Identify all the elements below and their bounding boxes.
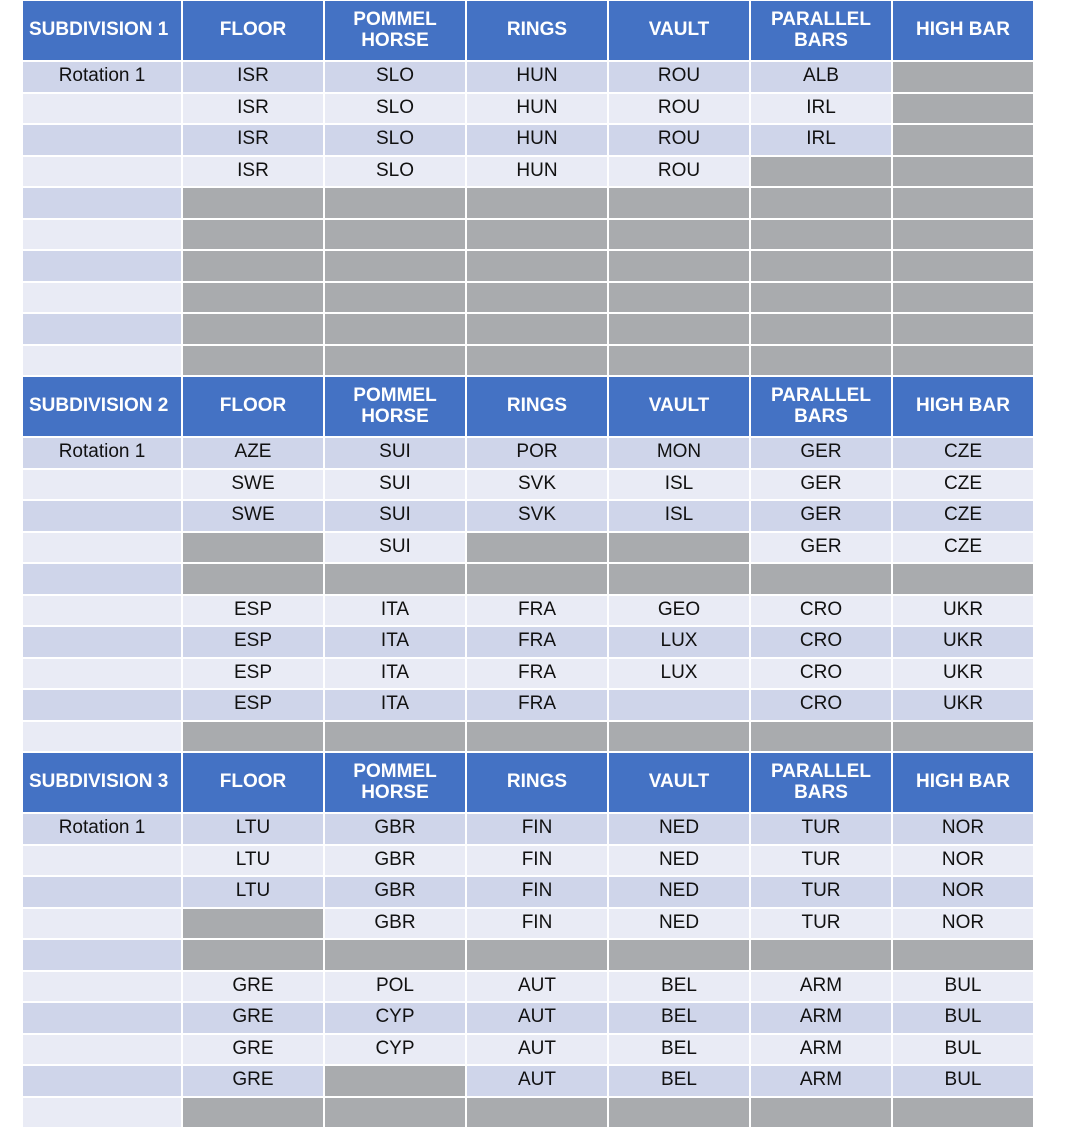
apparatus-header-label: HIGH BAR (916, 771, 1010, 793)
empty-cell (182, 939, 324, 971)
team-cell: ITA (324, 626, 466, 658)
team-cell: TUR (750, 813, 892, 845)
team-cell: ESP (182, 626, 324, 658)
team-cell: POR (466, 437, 608, 469)
team-cell: GER (750, 532, 892, 564)
table-row (22, 187, 1034, 219)
apparatus-header-label: RINGS (506, 395, 568, 417)
table-row (22, 156, 1034, 188)
empty-cell (466, 1097, 608, 1129)
team-cell: NED (608, 813, 750, 845)
empty-cell (750, 1097, 892, 1129)
empty-cell (892, 282, 1034, 314)
empty-cell (608, 219, 750, 251)
table-row (22, 939, 1034, 971)
team-cell: GER (750, 437, 892, 469)
team-cell: SLO (324, 124, 466, 156)
team-cell: AUT (466, 1002, 608, 1034)
team-cell: BEL (608, 1002, 750, 1034)
team-cell: SLO (324, 61, 466, 93)
empty-cell (750, 721, 892, 753)
empty-cell (182, 721, 324, 753)
team-cell: FRA (466, 626, 608, 658)
empty-cell (182, 563, 324, 595)
subdivision-section (22, 0, 1034, 376)
apparatus-header-label: FLOOR (219, 19, 287, 41)
team-cell: ISR (182, 93, 324, 125)
team-cell: SVK (466, 500, 608, 532)
table-row (22, 345, 1034, 377)
rotation-label (22, 1065, 182, 1097)
team-cell: FIN (466, 813, 608, 845)
empty-cell (466, 282, 608, 314)
rotation-label (22, 532, 182, 564)
team-cell: CZE (892, 437, 1034, 469)
team-cell: ESP (182, 658, 324, 690)
table-row (22, 61, 1034, 93)
team-cell: UKR (892, 595, 1034, 627)
empty-cell (608, 313, 750, 345)
rotation-label (22, 93, 182, 125)
empty-cell (750, 282, 892, 314)
table-row (22, 219, 1034, 251)
apparatus-header (892, 752, 1034, 813)
apparatus-header (608, 376, 750, 437)
empty-cell (892, 93, 1034, 125)
team-cell: ARM (750, 971, 892, 1003)
empty-cell (750, 219, 892, 251)
apparatus-header-label: HIGH BAR (916, 19, 1010, 41)
team-cell: LUX (608, 658, 750, 690)
empty-cell (892, 250, 1034, 282)
team-cell: SWE (182, 500, 324, 532)
team-cell: BUL (892, 1034, 1034, 1066)
team-cell: LTU (182, 813, 324, 845)
team-cell: ITA (324, 658, 466, 690)
team-cell: NOR (892, 845, 1034, 877)
empty-cell (324, 345, 466, 377)
team-cell: CYP (324, 1034, 466, 1066)
team-cell: GRE (182, 1034, 324, 1066)
apparatus-header (750, 376, 892, 437)
rotation-label (22, 1002, 182, 1034)
team-cell: FIN (466, 908, 608, 940)
subdivision-title: SUBDIVISION 2 (22, 376, 182, 437)
empty-cell (608, 187, 750, 219)
empty-cell (892, 721, 1034, 753)
apparatus-header (182, 0, 324, 61)
empty-cell (466, 187, 608, 219)
team-cell: UKR (892, 689, 1034, 721)
empty-cell (182, 282, 324, 314)
team-cell: LTU (182, 876, 324, 908)
empty-cell (608, 563, 750, 595)
team-cell: ROU (608, 93, 750, 125)
rotation-label (22, 626, 182, 658)
rotation-label (22, 908, 182, 940)
team-cell: ISL (608, 500, 750, 532)
empty-cell (750, 313, 892, 345)
empty-cell (466, 313, 608, 345)
rotation-label (22, 156, 182, 188)
team-cell: POL (324, 971, 466, 1003)
team-cell: ROU (608, 61, 750, 93)
team-cell: ARM (750, 1065, 892, 1097)
rotation-label: Rotation 1 (22, 437, 182, 469)
empty-cell (892, 1097, 1034, 1129)
empty-cell (182, 532, 324, 564)
team-cell: ISR (182, 156, 324, 188)
table-row (22, 876, 1034, 908)
apparatus-header-label: VAULT (648, 19, 710, 41)
rotation-label (22, 313, 182, 345)
rotation-label (22, 124, 182, 156)
team-cell: NOR (892, 876, 1034, 908)
team-cell: GBR (324, 908, 466, 940)
apparatus-header (750, 752, 892, 813)
team-cell: GER (750, 500, 892, 532)
empty-cell (750, 345, 892, 377)
team-cell: FRA (466, 689, 608, 721)
team-cell: HUN (466, 93, 608, 125)
team-cell: CRO (750, 595, 892, 627)
rotation-label (22, 500, 182, 532)
apparatus-header-label: FLOOR (219, 395, 287, 417)
team-cell: SLO (324, 93, 466, 125)
rotation-label (22, 971, 182, 1003)
apparatus-header (324, 0, 466, 61)
apparatus-header-label: RINGS (506, 19, 568, 41)
team-cell: CYP (324, 1002, 466, 1034)
empty-cell (608, 250, 750, 282)
team-cell: BUL (892, 1002, 1034, 1034)
team-cell: FRA (466, 658, 608, 690)
team-cell: TUR (750, 845, 892, 877)
team-cell: ROU (608, 156, 750, 188)
apparatus-header (466, 752, 608, 813)
table-row (22, 721, 1034, 753)
team-cell: BUL (892, 1065, 1034, 1097)
team-cell: NED (608, 845, 750, 877)
apparatus-header-label: VAULT (648, 771, 710, 793)
team-cell: AZE (182, 437, 324, 469)
team-cell: IRL (750, 93, 892, 125)
table-row (22, 813, 1034, 845)
empty-cell (324, 939, 466, 971)
empty-cell (750, 250, 892, 282)
team-cell: SWE (182, 469, 324, 501)
empty-cell (182, 1097, 324, 1129)
team-cell: ESP (182, 689, 324, 721)
rotation-label (22, 1034, 182, 1066)
team-cell: AUT (466, 971, 608, 1003)
rotation-label (22, 250, 182, 282)
team-cell: IRL (750, 124, 892, 156)
competition-schedule-table (22, 0, 1034, 1128)
team-cell: SLO (324, 156, 466, 188)
team-cell: ROU (608, 124, 750, 156)
empty-cell (750, 187, 892, 219)
empty-cell (182, 908, 324, 940)
table-row (22, 595, 1034, 627)
empty-cell (324, 1097, 466, 1129)
team-cell: AUT (466, 1034, 608, 1066)
table-row (22, 626, 1034, 658)
table-row (22, 689, 1034, 721)
empty-cell (466, 939, 608, 971)
team-cell: GBR (324, 813, 466, 845)
rotation-label (22, 721, 182, 753)
rotation-label (22, 658, 182, 690)
apparatus-header-label: PARALLEL BARS (771, 8, 871, 51)
apparatus-header (892, 0, 1034, 61)
team-cell: LTU (182, 845, 324, 877)
team-cell: NED (608, 876, 750, 908)
apparatus-header-label: PARALLEL BARS (771, 384, 871, 427)
team-cell: HUN (466, 124, 608, 156)
subdivision-section (22, 752, 1034, 1128)
empty-cell (466, 250, 608, 282)
apparatus-header-label: PARALLEL BARS (771, 760, 871, 803)
empty-cell (182, 313, 324, 345)
apparatus-header-label: POMMEL HORSE (353, 760, 437, 803)
apparatus-header (750, 0, 892, 61)
apparatus-header (608, 752, 750, 813)
table-row (22, 908, 1034, 940)
rotation-label (22, 939, 182, 971)
empty-cell (608, 721, 750, 753)
team-cell: CRO (750, 689, 892, 721)
empty-cell (608, 282, 750, 314)
empty-cell (892, 156, 1034, 188)
team-cell: SVK (466, 469, 608, 501)
empty-cell (892, 313, 1034, 345)
empty-cell (892, 61, 1034, 93)
team-cell: ITA (324, 689, 466, 721)
team-cell: FIN (466, 876, 608, 908)
team-cell: SUI (324, 532, 466, 564)
empty-cell (324, 250, 466, 282)
empty-cell (324, 282, 466, 314)
apparatus-header (182, 752, 324, 813)
team-cell: ISL (608, 469, 750, 501)
team-cell: TUR (750, 876, 892, 908)
table-row (22, 1097, 1034, 1129)
team-cell: ESP (182, 595, 324, 627)
rotation-label (22, 1097, 182, 1129)
team-cell: NOR (892, 813, 1034, 845)
empty-cell (182, 250, 324, 282)
team-cell: GER (750, 469, 892, 501)
team-cell: MON (608, 437, 750, 469)
team-cell: ITA (324, 595, 466, 627)
apparatus-header (324, 376, 466, 437)
table-row (22, 282, 1034, 314)
empty-cell (608, 345, 750, 377)
team-cell: LUX (608, 626, 750, 658)
empty-cell (466, 563, 608, 595)
team-cell: BEL (608, 1065, 750, 1097)
table-row (22, 93, 1034, 125)
apparatus-header (466, 0, 608, 61)
empty-cell (324, 219, 466, 251)
team-cell: CZE (892, 532, 1034, 564)
team-cell: BEL (608, 1034, 750, 1066)
team-cell: SUI (324, 500, 466, 532)
team-cell: GRE (182, 1002, 324, 1034)
team-cell: ISR (182, 61, 324, 93)
subdivision-header-row (22, 376, 1034, 437)
team-cell: CRO (750, 626, 892, 658)
rotation-label (22, 845, 182, 877)
rotation-label (22, 187, 182, 219)
empty-cell (608, 939, 750, 971)
team-cell: GBR (324, 845, 466, 877)
rotation-label (22, 595, 182, 627)
empty-cell (750, 939, 892, 971)
subdivision-header-row (22, 752, 1034, 813)
team-cell: TUR (750, 908, 892, 940)
team-cell: CZE (892, 469, 1034, 501)
table-row (22, 532, 1034, 564)
team-cell: CZE (892, 500, 1034, 532)
apparatus-header-label: POMMEL HORSE (353, 8, 437, 51)
apparatus-header (892, 376, 1034, 437)
table-row (22, 469, 1034, 501)
empty-cell (892, 219, 1034, 251)
team-cell: AUT (466, 1065, 608, 1097)
empty-cell (466, 532, 608, 564)
team-cell: HUN (466, 156, 608, 188)
table-row (22, 971, 1034, 1003)
subdivision-title: SUBDIVISION 3 (22, 752, 182, 813)
team-cell: SUI (324, 437, 466, 469)
table-row (22, 658, 1034, 690)
empty-cell (608, 1097, 750, 1129)
subdivision-title: SUBDIVISION 1 (22, 0, 182, 61)
apparatus-header-label: VAULT (648, 395, 710, 417)
apparatus-header-label: HIGH BAR (916, 395, 1010, 417)
team-cell: NOR (892, 908, 1034, 940)
rotation-label (22, 563, 182, 595)
team-cell: ARM (750, 1034, 892, 1066)
team-cell: CRO (750, 658, 892, 690)
table-row (22, 1034, 1034, 1066)
rotation-label: Rotation 1 (22, 61, 182, 93)
rotation-label (22, 469, 182, 501)
table-row (22, 313, 1034, 345)
empty-cell (324, 1065, 466, 1097)
apparatus-header (466, 376, 608, 437)
team-cell: GRE (182, 1065, 324, 1097)
team-cell: ARM (750, 1002, 892, 1034)
empty-cell (324, 721, 466, 753)
table-row (22, 500, 1034, 532)
empty-cell (892, 939, 1034, 971)
table-row (22, 845, 1034, 877)
team-cell: ISR (182, 124, 324, 156)
subdivision-section (22, 376, 1034, 752)
team-cell: UKR (892, 658, 1034, 690)
team-cell: ALB (750, 61, 892, 93)
apparatus-header-label: FLOOR (219, 771, 287, 793)
empty-cell (182, 345, 324, 377)
empty-cell (750, 563, 892, 595)
team-cell: BEL (608, 971, 750, 1003)
table-row (22, 437, 1034, 469)
empty-cell (892, 563, 1034, 595)
table-row (22, 1065, 1034, 1097)
apparatus-header-label: RINGS (506, 771, 568, 793)
table-row (22, 1002, 1034, 1034)
rotation-label (22, 876, 182, 908)
team-cell: GRE (182, 971, 324, 1003)
empty-cell (466, 721, 608, 753)
team-cell: HUN (466, 61, 608, 93)
empty-cell (182, 187, 324, 219)
rotation-label (22, 219, 182, 251)
apparatus-header (608, 0, 750, 61)
empty-cell (182, 219, 324, 251)
empty-cell (466, 219, 608, 251)
empty-cell (750, 156, 892, 188)
rotation-label: Rotation 1 (22, 813, 182, 845)
empty-cell (324, 313, 466, 345)
team-cell: GEO (608, 595, 750, 627)
team-cell: FIN (466, 845, 608, 877)
empty-cell (892, 187, 1034, 219)
apparatus-header (182, 376, 324, 437)
empty-cell (892, 345, 1034, 377)
apparatus-header (324, 752, 466, 813)
empty-cell (608, 532, 750, 564)
team-cell: GBR (324, 876, 466, 908)
team-cell: NED (608, 908, 750, 940)
team-cell: FRA (466, 595, 608, 627)
team-cell: BUL (892, 971, 1034, 1003)
rotation-label (22, 282, 182, 314)
rotation-label (22, 689, 182, 721)
empty-cell (892, 124, 1034, 156)
table-row (22, 124, 1034, 156)
empty-cell (324, 187, 466, 219)
subdivision-header-row (22, 0, 1034, 61)
rotation-label (22, 345, 182, 377)
table-row (22, 250, 1034, 282)
team-cell: SUI (324, 469, 466, 501)
team-cell: UKR (892, 626, 1034, 658)
apparatus-header-label: POMMEL HORSE (353, 384, 437, 427)
team-cell (608, 689, 750, 721)
empty-cell (324, 563, 466, 595)
empty-cell (466, 345, 608, 377)
table-row (22, 563, 1034, 595)
